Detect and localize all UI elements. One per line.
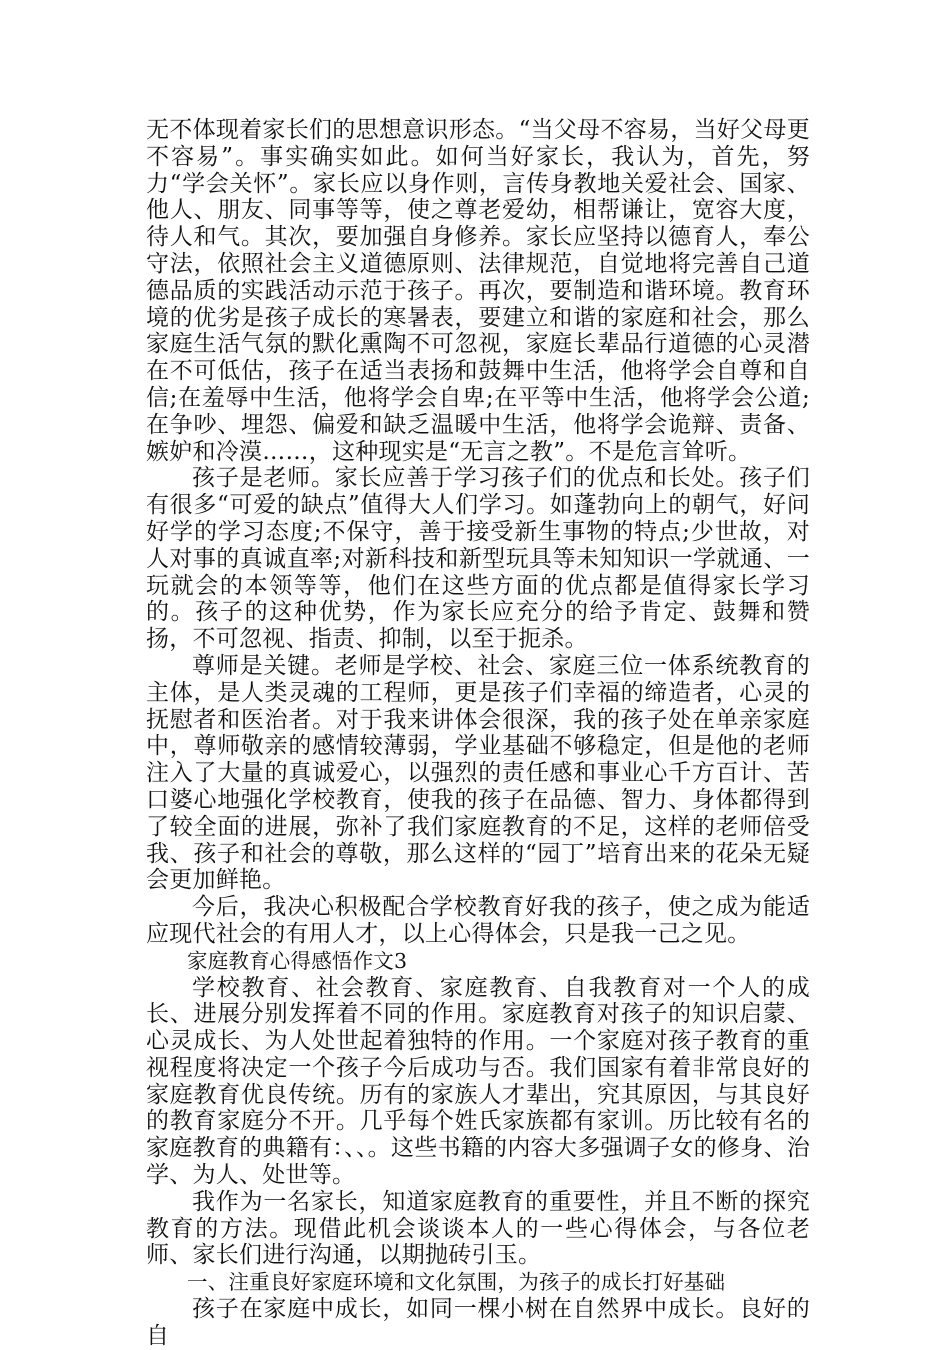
paragraph-3: 尊师是关键。老师是学校、社会、家庭三位一体系统教育的主体，是人类灵魂的工程师，更是孩子们幸福的缔造者，心灵的抚慰者和医治者。对于我来讲体会很深，我的孩子处在单亲家庭中，尊师敬亲的感情较薄弱，学业基础不够稳定，但是他的老师注入了大量的真诚爱心，以强烈的责任感和事业心千方百计、苦口婆心地强化学校教育，使我的孩子在品德、智力、身体都得到了较全面的进展，弥补了我们家庭教育的不足，这样的老师倍受我、孩子和社会的尊敬，那么这样的“园丁”培育出来的花朵无疑会更加鲜艳。 — [146, 652, 810, 894]
document-page — [146, 117, 810, 1350]
subheading: 一、注重良好家庭环境和文化氛围，为孩子的成长打好基础 — [187, 1270, 726, 1295]
paragraph-5: 学校教育、社会教育、家庭教育、自我教育对一个人的成长、进展分别发挥着不同的作用。家庭教育对孩子的知识启蒙、心灵成长、为人处世起着独特的作用。一个家庭对孩子教育的重视程度将决定一个孩子今后成功与否。我们国家有着非常良好的家庭教育优良传统。历有的家族人才辈出，究其原因，与其良好的教育家庭分不开。几乎每个姓氏家族都有家训。历比较有名的家庭教育的典籍有：、、。这些书籍的内容大多强调子女的修身、治学、为人、处世等。 — [146, 974, 810, 1189]
paragraph-6: 我作为一名家长，知道家庭教育的重要性，并且不断的探究教育的方法。现借此机会谈谈本人的一些心得体会，与各位老师、家长们进行沟通，以期抛砖引玉。 — [146, 1188, 810, 1269]
paragraph-4: 今后，我决心积极配合学校教育好我的孩子，使之成为能适应现代社会的有用人才，以上心得体会，只是我一己之见。 — [146, 894, 810, 947]
paragraph-1: 无不体现着家长们的思想意识形态。“当父母不容易，当好父母更不容易”。事实确实如此。如何当好家长，我认为，首先，努力“学会关怀”。家长应以身作则，言传身教地关爱社会、国家、他人、朋友、同事等等，使之尊老爱幼，相帮谦让，宽容大度，待人和气。其次，要加强自身修养。家长应坚持以德育人，奉公守法，依照社会主义道德原则、法律规范，自觉地将完善自己道德品质的实践活动示范于孩子。再次，要制造和谐环境。教育环境的优劣是孩子成长的寒暑表，要建立和谐的家庭和社会，那么家庭生活气氛的默化熏陶不可忽视，家庭长辈品行道德的心灵潜在不可低估，孩子在适当表扬和鼓舞中生活，他将学会自尊和自信;在羞辱中生活，他将学会自卑;在平等中生活，他将学会公道;在争吵、埋怨、偏爱和缺乏温暖中生活，他将学会诡辩、责备、嫉妒和冷漠……，这种现实是“无言之教”。不是危言耸听。 — [146, 117, 810, 465]
paragraph-7: 孩子在家庭中成长，如同一棵小树在自然界中成长。良好的自 — [146, 1296, 810, 1349]
paragraph-2: 孩子是老师。家长应善于学习孩子们的优点和长处。孩子们有很多“可爱的缺点”值得大人们学习。如蓬勃向上的朝气，好问好学的学习态度;不保守，善于接受新生事物的特点;少世故，对人对事的真诚直率;对新科技和新型玩具等未知知识一学就通、一玩就会的本领等等，他们在这些方面的优点都是值得家长学习的。孩子的这种优势，作为家长应充分的给予肯定、鼓舞和赞扬，不可忽视、指责、抑制，以至于扼杀。 — [146, 465, 810, 653]
section-heading: 家庭教育心得感悟作文3 — [187, 948, 408, 973]
